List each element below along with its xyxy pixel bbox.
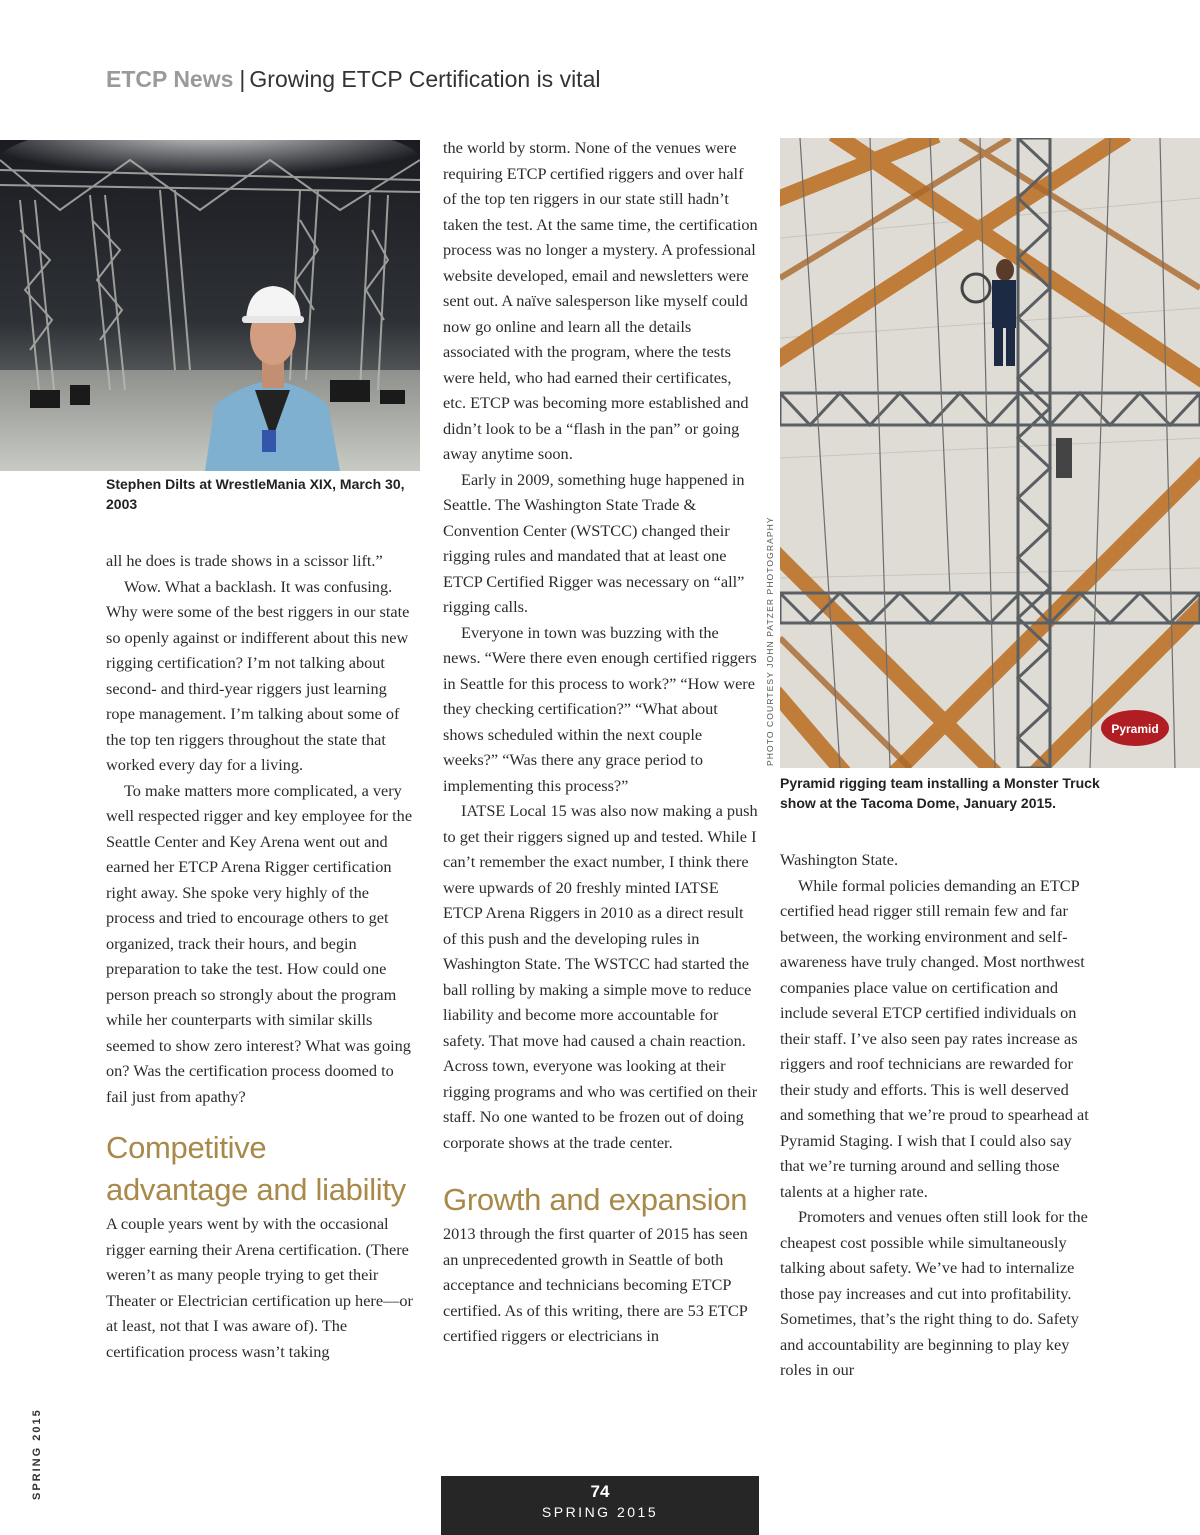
page-number: 74 xyxy=(590,1482,610,1501)
section-brand: ETCP News xyxy=(106,66,234,92)
header-separator: | xyxy=(239,66,246,92)
col2-paragraph: Early in 2009, something huge happened in Seattle. The Washington State Trade & Convention Center (WSTCC) changed their rigging rules and mandated that at least one ETCP Certified Rigger was necessary on “all” rigging calls. xyxy=(443,469,745,616)
section-heading-growth: Growth and expansion xyxy=(443,1182,748,1217)
photo-credit: PHOTO COURTESY JOHN PATZER PHOTOGRAPHY xyxy=(765,516,775,766)
spine-issue-label: SPRING 2015 xyxy=(31,1408,43,1500)
col3-paragraph: Washington State. xyxy=(780,850,899,869)
col1-paragraph: Wow. What a backlash. It was confusing. Why were some of the best riggers in our state so openly against or indifferent about this new rigging certification? I’m not talking about second- and third-year riggers just learning rope management. I’m talking about some of the top ten riggers throughout the state that worked every day for a living. xyxy=(106,576,410,774)
column-2 xyxy=(443,135,758,1349)
photo1-caption: Stephen Dilts at WrestleMania XIX, March 30, 2003 xyxy=(106,476,405,512)
col2-paragraph: Everyone in town was buzzing with the news. “Were there even enough certified riggers in Seattle for this process to work?” “How were they checking certification?” “What about shows scheduled within the next couple weeks?” “Was there any grace period to implementing this process?” xyxy=(443,622,757,795)
article-title: Growing ETCP Certification is vital xyxy=(249,66,601,92)
heading-line: advantage and liability xyxy=(106,1172,406,1207)
column-1 xyxy=(106,548,418,1364)
col2-paragraph: 2013 through the first quarter of 2015 has seen an unprecedented growth in Seattle of both acceptance and technicians becoming ETCP certified. As of this writing, there are 53 ETCP certified riggers or electricians in xyxy=(443,1224,748,1345)
section-heading-competitive xyxy=(106,1127,418,1211)
col3-paragraph: While formal policies demanding an ETCP certified head rigger still remain few and far between, the working environment and self-awareness have truly changed. Most northwest companies place value on certification and include several ETCP certified individuals on their staff. I’ve also seen pay rates increase as riggers and roof technicians are rewarded for their study and efforts. This is well deserved and something that we’re proud to spearhead at Pyramid Staging. I wish that I could also say that we’re turning around and selling those talents at a higher rate. xyxy=(780,875,1089,1201)
photo-stephen-dilts xyxy=(0,140,420,471)
col1-paragraph: all he does is trade shows in a scissor lift.” xyxy=(106,551,383,570)
heading-line: Competitive xyxy=(106,1130,267,1165)
page-footer xyxy=(441,1476,759,1535)
photo-pyramid-rigging-team xyxy=(780,138,1200,768)
col2-paragraph: IATSE Local 15 was also now making a push to get their riggers signed up and tested. While I can’t remember the exact number, I think there were upwards of 20 freshly minted IATSE ETCP Arena Riggers in 2010 as a direct result of this push and the developing rules in Washington State. The WSTCC had started the ball rolling by making a simple move to reduce liability and become more accountable for safety. That move had caused a chain reaction. Across town, everyone was looking at their rigging programs and who was certified on their staff. No one wanted to be frozen out of doing corporate shows at the trade center. xyxy=(443,801,758,1152)
photo2-caption: Pyramid rigging team installing a Monster Truck show at the Tacoma Dome, January 2015. xyxy=(780,775,1100,811)
pyramid-logo-text: Pyramid xyxy=(1111,722,1159,736)
col1-paragraph: A couple years went by with the occasional rigger earning their Arena certification. (There weren’t as many people trying to get their Theater or Electrician certification up here—or at least, not that I was aware of). The certification process wasn’t taking xyxy=(106,1214,413,1361)
column-3 xyxy=(780,847,1092,1383)
col3-paragraph: Promoters and venues often still look for the cheapest cost possible while simultaneously talking about safety. We’ve had to internalize those pay increases and cut into profitability. Sometimes, that’s the right thing to do. Safety and accountability are beginning to play key roles in our xyxy=(780,1207,1088,1379)
col2-paragraph: the world by storm. None of the venues were requiring ETCP certified riggers and over half of the top ten riggers in our state still hadn’t taken the test. At the same time, the certification process was no longer a mystery. A professional website developed, email and newsletters were sent out. A naïve salesperson like myself could now go online and learn all the details associated with the program, where the tests were held, who had earned their certificates, etc. ETCP was becoming more established and didn’t look to be a “flash in the pan” or going away anytime soon. xyxy=(443,138,758,463)
page-header xyxy=(106,66,600,93)
issue-label: SPRING 2015 xyxy=(541,1504,659,1520)
col1-paragraph: To make matters more complicated, a very well respected rigger and key employee for the Seattle Center and Key Arena went out and earned her ETCP Arena Rigger certification right away. She spoke very highly of the process and tried to encourage others to get organized, track their hours, and begin preparation to take the test. How could one person preach so strongly about the program while her counterparts with similar skills seemed to show zero interest? What was going on? Was the certification process doomed to fail just from apathy? xyxy=(106,780,413,1106)
